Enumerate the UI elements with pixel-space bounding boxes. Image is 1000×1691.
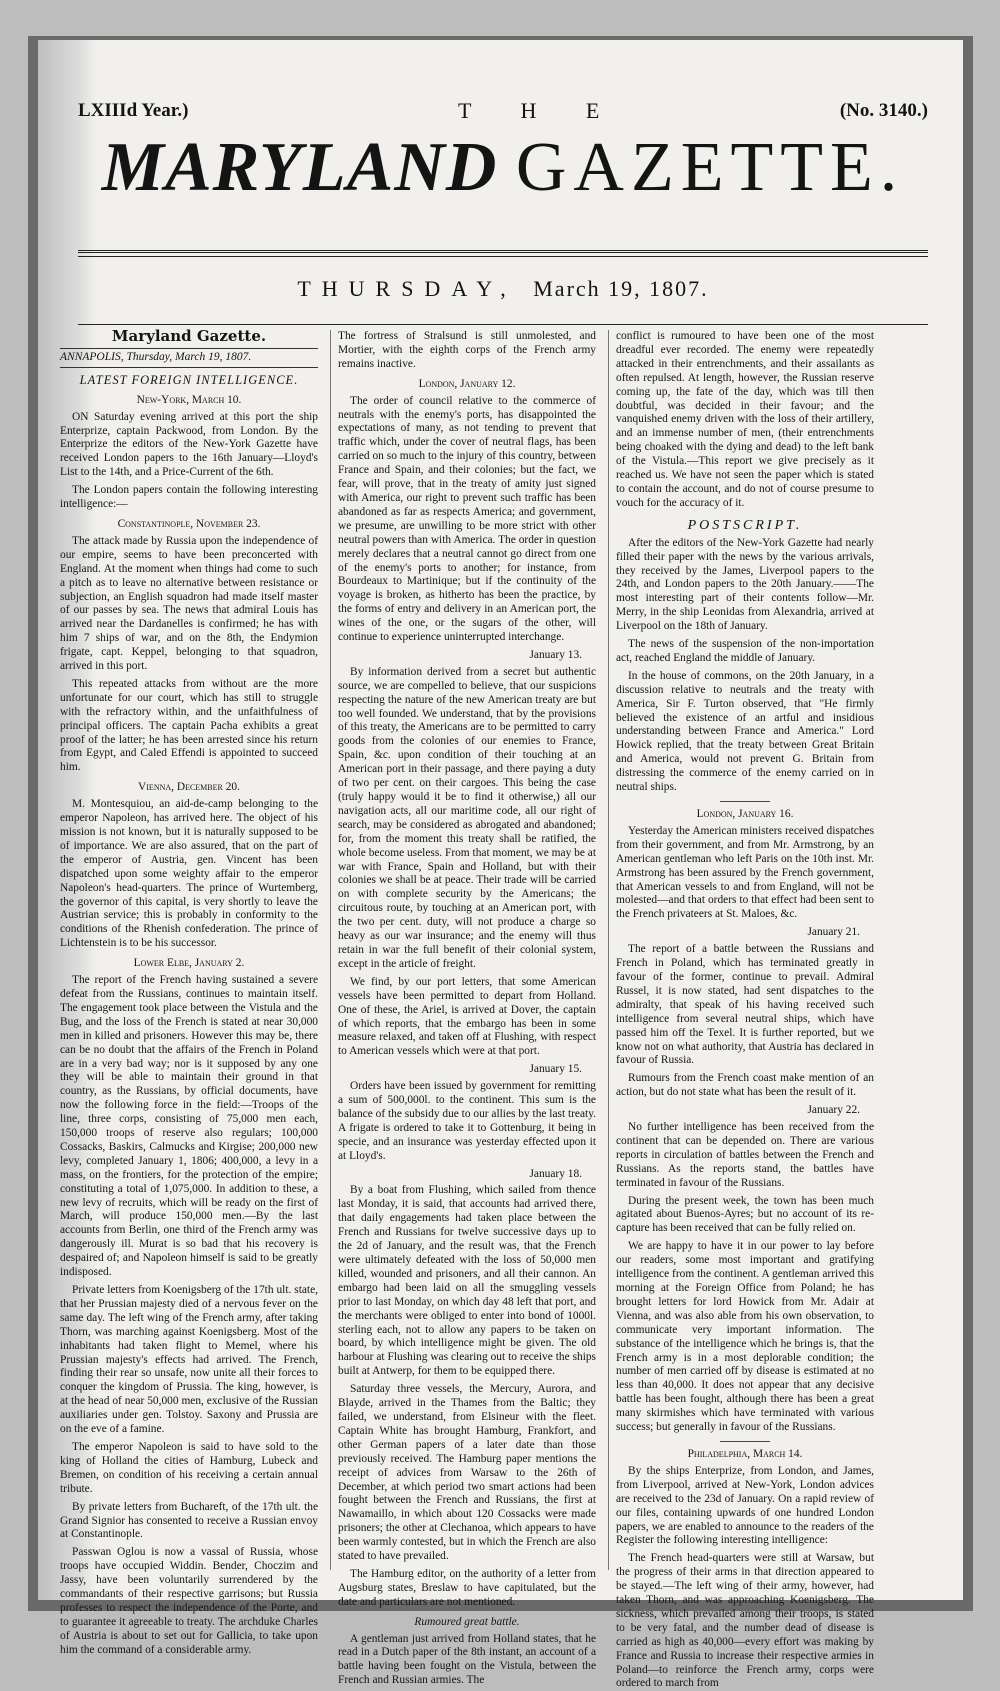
article-paragraph: The French head-quarters were still at Warsaw, but the progress of their arms in that direction appeared to be stayed.—The left wing of their army, however, had taken Thorn, and was approaching Koenigsberg. The sickness, which prevailed among their troops, is stated to be very fatal, and the number dead of disease is carried as high as 40,000—every effort was making by France and Russia to increase their respective armies in Poland—to reinforce the French army, corps were ordered to march from [616, 1552, 874, 1690]
article-paragraph: Saturday three vessels, the Mercury, Aurora, and Blayde, arrived in the Thames from the Baltic; they failed, we understand, from Elsineur with the fleet. Captain White has brought Hamburg, Frankfort, and other German papers of a later date than those previously received. The Hamburg paper mentions the receipt of advices from Warsaw to the 26th of December, at which period two smart actions had been fought between the French and Russians, the first at Nawamaillo, in which about 120 Cossacks were made prisoners; the other at Clechanoa, which appears to have been warmly contested, but in which the French are also stated to have prevailed. [338, 1383, 596, 1563]
article-paragraph: This repeated attacks from without are the more unfortunate for our court, which has still to struggle with the refractory within, and the unfaithfulness of principal officers. The captain Pacha exhibits a great proof of the latter; he has been arrested since his return from Egypt, and Caled Effendi is appointed to succeed him. [60, 677, 318, 774]
newspaper-page [38, 40, 963, 1690]
article-paragraph: Private letters from Koenigsberg of the 17th ult. state, that her Prussian majesty died of a nervous fever on the same day. The left wing of the French army, after taking Thorn, was marching against Koenigsberg. Most of the inhabitants had taken flight to Memel, where his Prussian majesty's effects had arrived. The French, finding their rear so unsafe, now unite all their forces to conquer the kingdom of Prussia. The king, however, is at the head of near 50,000 men, exclusive of the Russian auxiliaries under gen. Tolstoy. Saxony and Prussia are on the eve of a famine. [60, 1284, 318, 1436]
sub-heading: Rumoured great battle. [414, 1615, 520, 1628]
section-rule [720, 1441, 770, 1442]
article-paragraph: The report of the French having sustained a severe defeat from the Russians, continues to maintain itself. The engagement took place between the Vistula and the Bug, and the loss of the French is stated at near 30,000 men in killed and prisoners. However this may be, there can be no doubt that the affairs of the French in Poland are in a very bad way; nor is it supposed by any one they will be able to maintain their ground in that country, as the Russians, by official documents, have now the following force in the field:—Troops of the line, three corps, consisting of 75,000 men each, 150,000 troops of reserve also regulars; 100,000 Cossacks, Baskirs, Calmucks and Kirgise; 200,000 new levy, completed January 1, 1806; 400,000, a levy in a mass, on the frontiers, for the protection of the empire; constituting a total of 1,075,000. In addition to these, a new levy of recruits, which will be ready on the first of March, will produce 150,000 men.—By the last accounts from Berlin, one third of the French army was dangerously ill. Murat is so bad that his recovery is despaired of; and Napoleon himself is said to be greatly indisposed. [60, 974, 318, 1279]
issue-date-line [78, 276, 928, 302]
local-masthead: Maryland Gazette. [111, 327, 267, 345]
article-paragraph: In the house of commons, on the 20th January, in a discussion relative to neutrals and the treaty with America, Sir F. Turton observed, that "He firmly believed the existence of an artful and insidious understanding between France and America." Lord Howick replied, that the treaty between Great Britain and America, would not prevent G. Britain from distressing the commerce of the enemy carried on in neutral ships. [616, 669, 874, 794]
section-rule [720, 801, 770, 802]
article-paragraph: We are happy to have it in our power to lay before our readers, some most important and gratifying intelligence from the continent. A gentleman arrived this morning at the Foreign Office from Poland; he has brought letters for lord Howick from Mr. Adair at Vienna, and was also able from his own observation, to communicate very important information. The substance of the intelligence which he brings is, that the French army is in a most deplorable condition; the number of men carried off by disease is estimated at no less than 40,000. It does not appear that any decisive battle has been fought, although there has been a great many skirmishes which have terminated with various success; but generally in favour of the Russians. [616, 1240, 874, 1434]
issue-number: (No. 3140.) [839, 100, 928, 121]
article-paragraph: conflict is rumoured to have been one of the most dreadful ever recorded. The enemy were repeatedly attacked in their entrenchments, and their assailants as often repulsed. At length, however, the Russian reserve coming up, the fate of the day, which was till then doubtful, was decided in their favour; and the vanquished enemy driven with the loss of their artillery, and an immense number of men, (their entrenchments being choaked with the dying and dead) to the left bank of the Vistula.—This report we give precisely as it reached us. We have not seen the paper which is stated to contain the account, and do not of course presume to vouch for the accuracy of it. [616, 330, 874, 509]
article-paragraph: During the present week, the town has been much agitated about Buenos-Ayres; but no account of its re-capture has been received that can be fully relied on. [616, 1194, 874, 1235]
dateline: January 13. [529, 648, 582, 661]
article-paragraph: No further intelligence has been received from the continent that can be depended on. There are various reports in circulation of battles between the French and Russians. As the reports stand, the battles have terminated in favour of the Russians. [616, 1121, 874, 1189]
dateline: Constantinople, November 23. [117, 517, 261, 530]
year-label: LXIIId Year.) [78, 100, 189, 121]
article-paragraph: By a boat from Flushing, which sailed from thence last Monday, it is said, that accounts had arrived there, that daily engagements had taken place between the French and Russians for twelve successive days up to the 2d of January, and the result was, that the French were ultimately defeated with the loss of 50,000 men killed, wounded and prisoners, and all their cannon. An embargo had been laid on all the smuggling vessels prior to last Monday, on which day 48 left that port, and the merchants were obliged to enter into bond of 1000l. sterling each, not to allow any papers to be taken on board, by which intelligence might be given. The old harbour at Flushing was clearing out to receive the ships built at Antwerp, for them to be equipped there. [338, 1184, 596, 1378]
masthead-rule-thin [78, 256, 928, 257]
dateline: London, January 16. [696, 808, 794, 820]
column-2 [338, 330, 597, 1687]
column-3 [616, 330, 874, 1690]
article-paragraph: The news of the suspension of the non-importation act, reached England the middle of January. [616, 638, 874, 664]
dateline: New-York, March 10. [136, 393, 242, 406]
article-paragraph: By the ships Enterprize, from London, and James, from Liverpool, arrived at New-York, London advices are received to the 23d of January. On a rapid review of our files, containing upwards of one hundred London papers, we are enabled to announce to the readers of the Register the following interesting intelligence: [616, 1464, 874, 1547]
newspaper-title [78, 128, 928, 208]
dateline: January 21. [807, 926, 860, 939]
masthead-rule-top [78, 250, 928, 253]
article-paragraph: The order of council relative to the commerce of neutrals with the enemy's ports, has disappointed the expectations of many, as not tending to prevent that traffic which, under the cover of neutral flags, has been carried on so much to the injury of this country, between France and Spain, and their colonies; but the fact, we fear, will prove, that in the treaty of amity just signed with America, our right to prevent such traffic has been abandoned as far as respects America; and government, we presume, are unwilling to be more strict with other neutral powers than with America. The order in question merely declares that a neutral cannot go direct from one of the enemy's ports to another; for instance, from Bourdeaux to Martinique; but if the continuity of the voyage is broken, as hitherto has been the practice, by the forms of entry and delivery in an American port, the wines of the one, or the sugars of the other, will continue to experience uninterrupted interchange. [338, 394, 596, 644]
article-paragraph: M. Montesquiou, an aid-de-camp belonging to the emperor Napoleon, has arrived here. The object of his mission is not known, but it is naturally supposed to be of importance. We are also assured, that on the part of the emperor of Austria, gen. Vincent has been dispatched upon some weighty affair to the emperor Napoleon's head-quarters. The prince of Wurtemberg, the governor of this capital, is very shortly to leave the Austrian service; this is probably in conformity to the conditions of the Rhenish confederation. The prince of Lichtenstein is to be his successor. [60, 798, 318, 950]
article-paragraph: We find, by our port letters, that some American vessels have been permitted to depart from Holland. One of these, the Ariel, is arrived at Dover, the captain of which reports, that the embargo has been in some measure relaxed, and taken off at Flushing, with respect to American vessels which were at that port. [338, 975, 596, 1058]
article-paragraph: By information derived from a secret but authentic source, we are compelled to believe, that our suspicions respecting the nature of the new American treaty are but too well founded. We understand, that by the provisions of this treaty, the Americans are to be permitted to carry goods from the colonies of our enemies to France, Spain, &c. upon condition of their touching at an American port in their passage, and there paying a duty of two per cent. on their cargoes. This being the case (truly happy would it be to find it otherwise,) all our navigation acts, all our maritime code, all our right of search, may be considered as abrogated and abandoned; for, from the moment this treaty shall be ratified, the whole become useless. From that moment, we may be at war with France, Spain and Holland, but with their colonies we shall be at peace. Their trade will be carried on with complete security by the Americans; the circuitous route, by touching at an American port, with the two per cent. duty, will not produce a charge so heavy as our war insurance; and the enemy will thus retain in war the full benefit of their colonial system, except in the article of freight. [338, 665, 596, 970]
article-paragraph: Rumours from the French coast make mention of an action, but do not state what has been the result of it. [616, 1072, 874, 1099]
article-paragraph: Orders have been issued by government for remitting a sum of 500,000l. to the continent. This sum is the balance of the subsidy due to our allies by the last treaty. A frigate is ordered to take it to Gottenburg, it being in specie, and an insurance was yesterday effected upon it at Lloyd's. [338, 1080, 597, 1162]
dateline: London, January 12. [418, 377, 516, 390]
masthead-rule-bottom [78, 324, 928, 325]
article-paragraph: A gentleman just arrived from Holland states, that he read in a Dutch paper of the 8th instant, an account of a battle having been fought on the Vistula, between the French and Russian armies. The [338, 1632, 596, 1687]
article-paragraph: The London papers contain the following interesting intelligence:— [60, 484, 318, 511]
column-divider-2 [608, 330, 609, 1570]
article-paragraph: The fortress of Stralsund is still unmolested, and Mortier, with the eighth corps of the French army remains inactive. [338, 330, 596, 370]
the-label: T H E [458, 98, 622, 123]
article-paragraph: The Hamburg editor, on the authority of a letter from Augsburg states, Breslaw to have capitulated, but the date and particulars are not mentioned. [338, 1567, 596, 1608]
article-paragraph: Passwan Oglou is now a vassal of Russia, whose troops have occupied Widdin. Bender, Choczim and Jassy, have been voluntarily surrendered by the commandants of their respective garrisons; but Russia professes to respect the independence of the Porte, and to guarantee it agreeable to treaty. The archduke Charles of Austria is about to set out for Gallicia, to take upon him the command of a considerable army. [60, 1546, 318, 1656]
dateline: January 22. [807, 1104, 860, 1117]
dateline: Vienna, December 20. [138, 781, 240, 794]
issue-day: THURSDAY, [297, 276, 517, 301]
postscript-heading: POSTSCRIPT. [687, 517, 803, 533]
column-1 [60, 327, 318, 1656]
article-paragraph: After the editors of the New-York Gazette had nearly filled their paper with the news by the various arrivals, they received by the James, Liverpool papers to the 24th, and London papers to the 20th January.——The most interesting part of their contents follow—Mr. Merry, in the ship Leonidas from Alexandria, arrived at Liverpool on the 18th of January. [616, 536, 874, 633]
article-paragraph: ON Saturday evening arrived at this port the ship Enterprize, captain Packwood, from London. By the Enterprize the editors of the New-York Gazette have received London papers to the 16th January—Lloyd's List to the 14th, and a Price-Current of the 6th. [60, 410, 318, 479]
dateline: January 18. [529, 1167, 582, 1180]
masthead [78, 100, 928, 340]
column-divider-1 [330, 330, 331, 1570]
article-paragraph: The emperor Napoleon is said to have sold to the king of Holland the cities of Hamburg, Lubeck and Bremen, on condition of his receiving a certain annual tribute. [60, 1440, 318, 1495]
article-paragraph: The attack made by Russia upon the independence of our empire, seems to have been preconcerted with England. At the moment when things had come to such a pitch as to leave no alternative between resistance or subjection, an English squadron had made itself master of our passes by sea. The news that admiral Louis has arrived near the Dardanelles is confirmed; he has with him 7 ships of war, and on the 8th, the Endymion frigate, capt. Keppel, belonging to that squadron, arrived in this port. [60, 534, 318, 673]
article-paragraph: The report of a battle between the Russians and French in Poland, which has terminated greatly in favour of the former, continue to prevail. Admiral Russel, it is now stated, had sent dispatches to the admiralty, that speak of his having received such intelligence from several neutral ships, which have passed him off the Texel. It is further reported, but we know not on what authority, that Austria has declared in favour of Russia. [616, 943, 874, 1067]
title-gazette: GAZETTE. [515, 129, 905, 206]
section-heading: LATEST FOREIGN INTELLIGENCE. [79, 372, 299, 387]
issue-date: March 19, 1807. [533, 276, 709, 301]
title-maryland: MARYLAND [101, 129, 498, 206]
dateline: Lower Elbe, January 2. [133, 957, 245, 970]
dateline: January 15. [529, 1063, 582, 1076]
article-paragraph: Yesterday the American ministers received dispatches from their government, and from Mr. Armstrong, by an American gentleman who left Paris on the 10th inst. Mr. Armstrong has been assured by the French government, that American vessels to and from England, will not be molested—and that orders to that effect had been sent to the French privateers at St. Maloes, &c. [616, 824, 874, 921]
article-paragraph: By private letters from Buchareft, of the 17th ult. the Grand Signior has consented to receive a Russian envoy at Constantinople. [60, 1500, 318, 1541]
annapolis-dateline: ANNAPOLIS, Thursday, March 19, 1807. [60, 348, 318, 368]
dateline: Philadelphia, March 14. [687, 1447, 803, 1460]
